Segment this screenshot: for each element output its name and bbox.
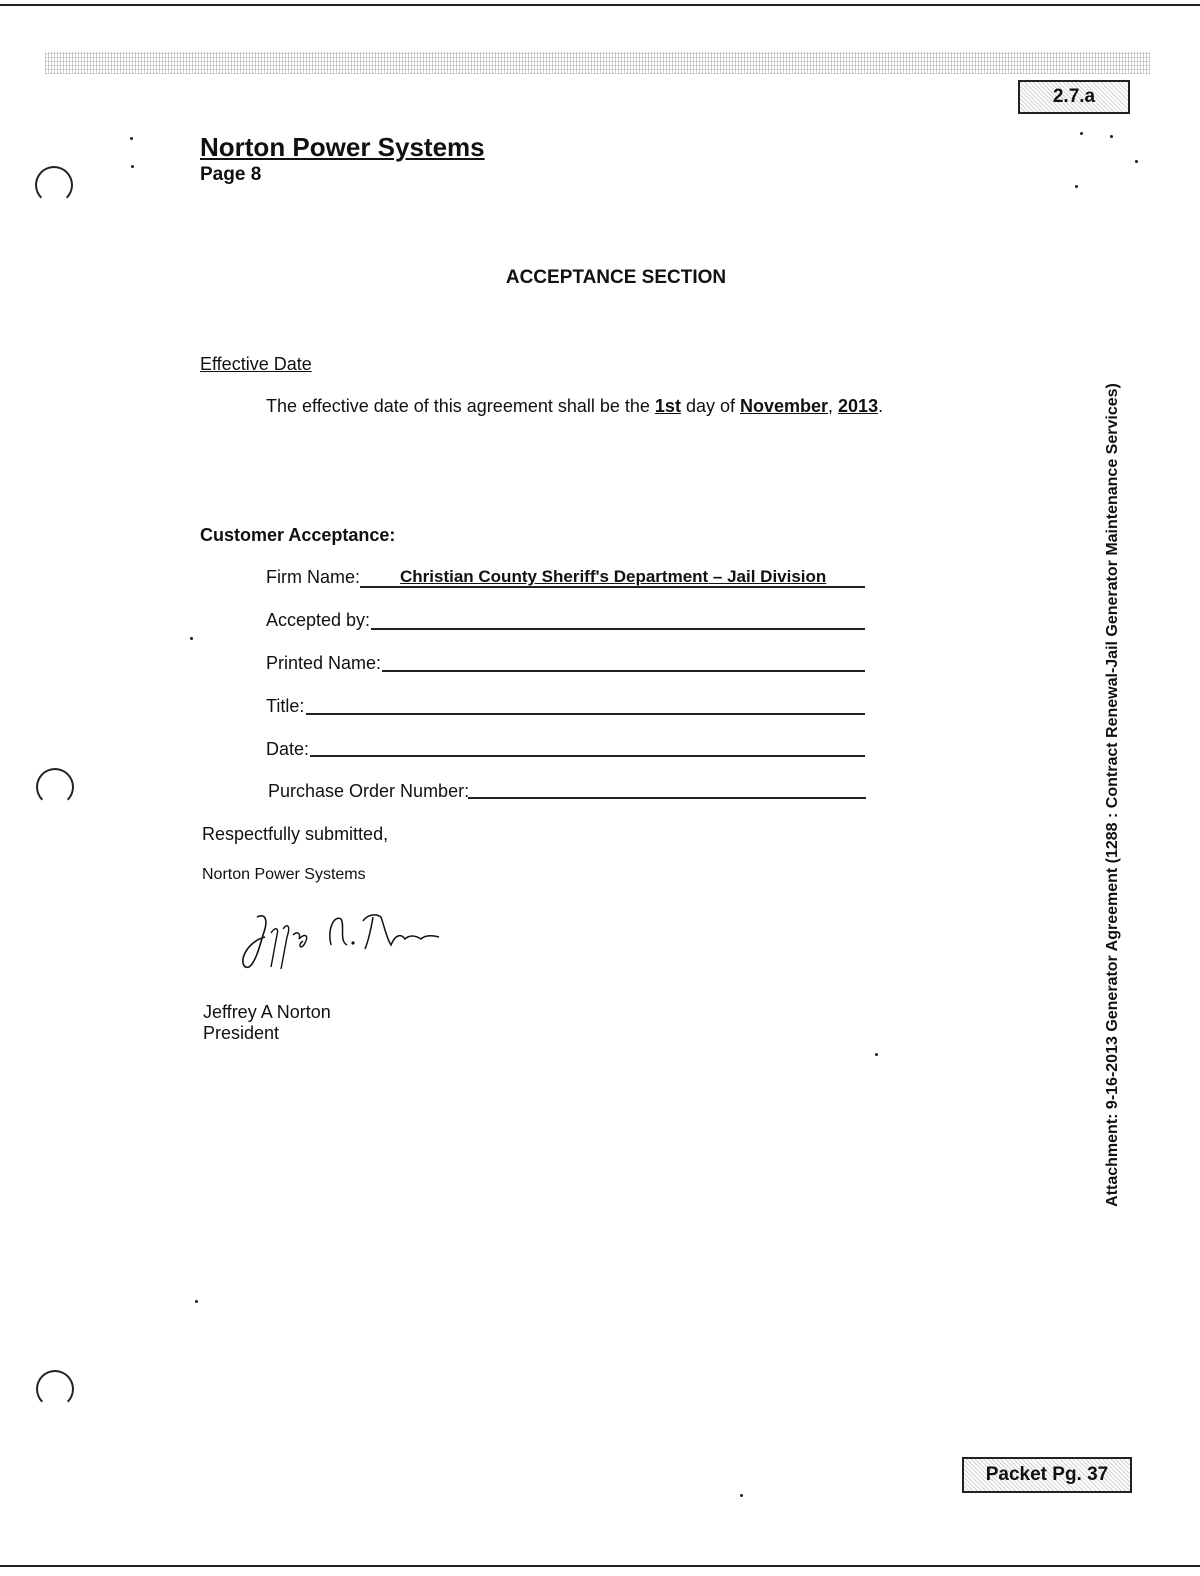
closing-company: Norton Power Systems [202, 866, 366, 883]
scan-speck [195, 1300, 198, 1303]
scan-speck [1080, 132, 1083, 135]
effective-day: 1st [654, 396, 681, 416]
accepted-by-line[interactable] [371, 628, 865, 630]
page-number: Page 8 [200, 164, 262, 185]
respectfully-submitted: Respectfully submitted, [202, 824, 389, 844]
scan-speck [875, 1053, 878, 1056]
scan-speck [190, 637, 193, 640]
customer-acceptance-heading: Customer Acceptance: [200, 525, 396, 545]
date-line[interactable] [310, 755, 865, 757]
title-label: Title: [266, 696, 305, 716]
item-number-badge: 2.7.a [1018, 80, 1130, 114]
scan-speck [740, 1494, 743, 1497]
printed-name-line[interactable] [382, 670, 865, 672]
scan-speck [1075, 185, 1078, 188]
scan-speck [131, 165, 134, 168]
signer-title: President [203, 1023, 280, 1043]
sentence-period: . [878, 396, 884, 416]
effective-month: November [739, 396, 829, 416]
scan-noise-band [45, 52, 1150, 74]
scan-speck [1110, 135, 1113, 138]
purchase-order-line[interactable] [468, 797, 866, 799]
punch-hole-middle [36, 768, 74, 806]
signature-image [235, 905, 445, 975]
date-label: Date: [266, 739, 310, 759]
scan-speck [130, 137, 133, 140]
punch-hole-bottom [36, 1370, 74, 1408]
section-heading: ACCEPTANCE SECTION [505, 267, 727, 288]
sentence-comma: , [828, 396, 839, 416]
effective-year: 2013 [838, 396, 879, 416]
title-line[interactable] [306, 713, 865, 715]
signer-name: Jeffrey A Norton [203, 1002, 331, 1022]
sentence-start: The effective date of this agreement shall be the [266, 396, 655, 416]
firm-name-label: Firm Name: [266, 567, 360, 587]
firm-name-value: Christian County Sheriff's Department – Jail Division [400, 567, 827, 586]
attachment-side-label: Attachment: 9-16-2013 Generator Agreement (1288 : Contract Renewal-Jail Generator Maintenance Services) [1104, 383, 1121, 1207]
packet-page-badge: Packet Pg. 37 [962, 1457, 1132, 1493]
bottom-border-rule [0, 1565, 1200, 1567]
top-border-rule [0, 4, 1200, 6]
sentence-mid: day of [680, 396, 740, 416]
punch-hole-top [35, 166, 73, 204]
purchase-order-label: Purchase Order Number: [268, 781, 470, 801]
scan-speck [1135, 160, 1138, 163]
effective-date-sentence [266, 396, 883, 417]
company-title: Norton Power Systems [200, 132, 485, 162]
printed-name-label: Printed Name: [266, 653, 382, 673]
accepted-by-label: Accepted by: [266, 610, 371, 630]
effective-date-label: Effective Date [200, 354, 312, 374]
